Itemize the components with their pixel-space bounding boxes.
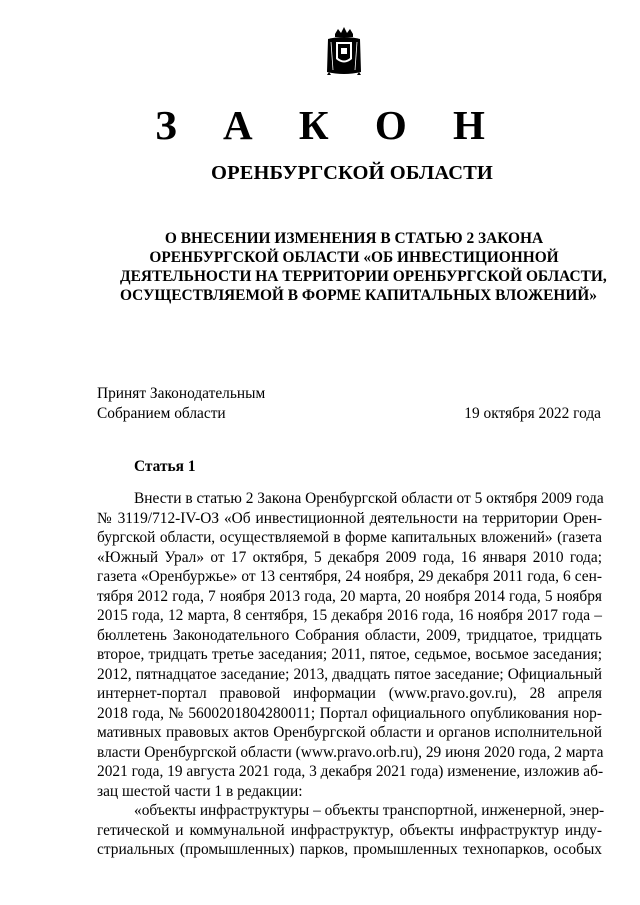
subject-line: ОСУЩЕСТВЛЯЕМОЙ В ФОРМЕ КАПИТАЛЬНЫХ ВЛОЖЕНИЙ»	[120, 287, 597, 304]
body-line: 2018 года, № 5600201804280011; Портал официального опубликования нор-	[97, 704, 602, 722]
body-line: власти Оренбургской области (www.pravo.orb.ru), 29 июня 2020 года, 2 марта	[97, 743, 604, 761]
body-line: 2021 года, 19 августа 2021 года, 3 декабря 2021 года) изменение, изложив аб-	[97, 763, 604, 780]
body-line: бургской области, осуществляемой в форме капитальных вложений» (газета	[97, 529, 602, 546]
article-heading: Статья 1	[134, 458, 196, 475]
subject-line: ДЕЯТЕЛЬНОСТИ НА ТЕРРИТОРИИ ОРЕНБУРГСКОЙ ОБЛАСТИ,	[120, 268, 607, 285]
law-subject	[120, 229, 607, 305]
body-line: № 3119/712-IV-ОЗ «Об инвестиционной деятельности на территории Орен-	[97, 509, 602, 527]
body-line: 2012, пятнадцатое заседание; 2013, двадцать пятое заседание; Официальный	[97, 665, 602, 683]
body-line: мативных правовых актов Оренбургской области и органов исполнительной	[97, 724, 602, 741]
body-line: «объекты инфраструктуры – объекты транспортной, инженерной, энер-	[134, 802, 605, 819]
adopted-by-line: Собранием области	[97, 405, 226, 422]
subject-line: ОРЕНБУРГСКОЙ ОБЛАСТИ «ОБ ИНВЕСТИЦИОННОЙ	[149, 249, 559, 266]
body-line: зац шестой части 1 в редакции:	[97, 782, 303, 800]
body-line: 2015 года, 12 марта, 8 сентября, 15 декабря 2016 года, 16 ноября 2017 года –	[97, 607, 602, 624]
subject-line: О ВНЕСЕНИИ ИЗМЕНЕНИЯ В СТАТЬЮ 2 ЗАКОНА	[164, 230, 544, 247]
body-line: второе, тридцать третье заседания; 2011, пятое, седьмое, восьмое заседания;	[97, 646, 602, 663]
adopted-by	[97, 384, 265, 424]
coat-of-arms-icon	[325, 26, 363, 76]
body-line: газета «Оренбуржье» от 13 сентября, 24 ноября, 29 декабря 2011 года, 6 сен-	[97, 568, 602, 585]
body-line: стриальных (промышленных) парков, промышленных технопарков, особых	[97, 841, 602, 858]
body-line: интернет-портал правовой информации (www.pravo.gov.ru), 28 апреля	[97, 685, 602, 702]
law-region-title: ОРЕНБУРГСКОЙ ОБЛАСТИ	[211, 162, 493, 184]
body-line: гетической и коммунальной инфраструктур, объекты инфраструктур инду-	[97, 821, 602, 839]
adopted-by-line: Принят Законодательным	[97, 385, 266, 402]
body-line: тября 2012 года, 7 ноября 2013 года, 20 марта, 20 ноября 2014 года, 5 ноября	[97, 587, 602, 605]
law-title: З А К О Н	[155, 102, 503, 148]
body-line: Внести в статью 2 Закона Оренбургской области от 5 октября 2009 года	[134, 490, 604, 507]
body-line: «Южный Урал» от 17 октября, 5 декабря 2009 года, 16 января 2010 года;	[97, 548, 602, 566]
adopted-date: 19 октября 2022 года	[464, 405, 601, 422]
body-line: бюллетень Законодательного Собрания области, 2009, тридцатое, тридцать	[97, 626, 602, 644]
article-body	[97, 489, 605, 860]
